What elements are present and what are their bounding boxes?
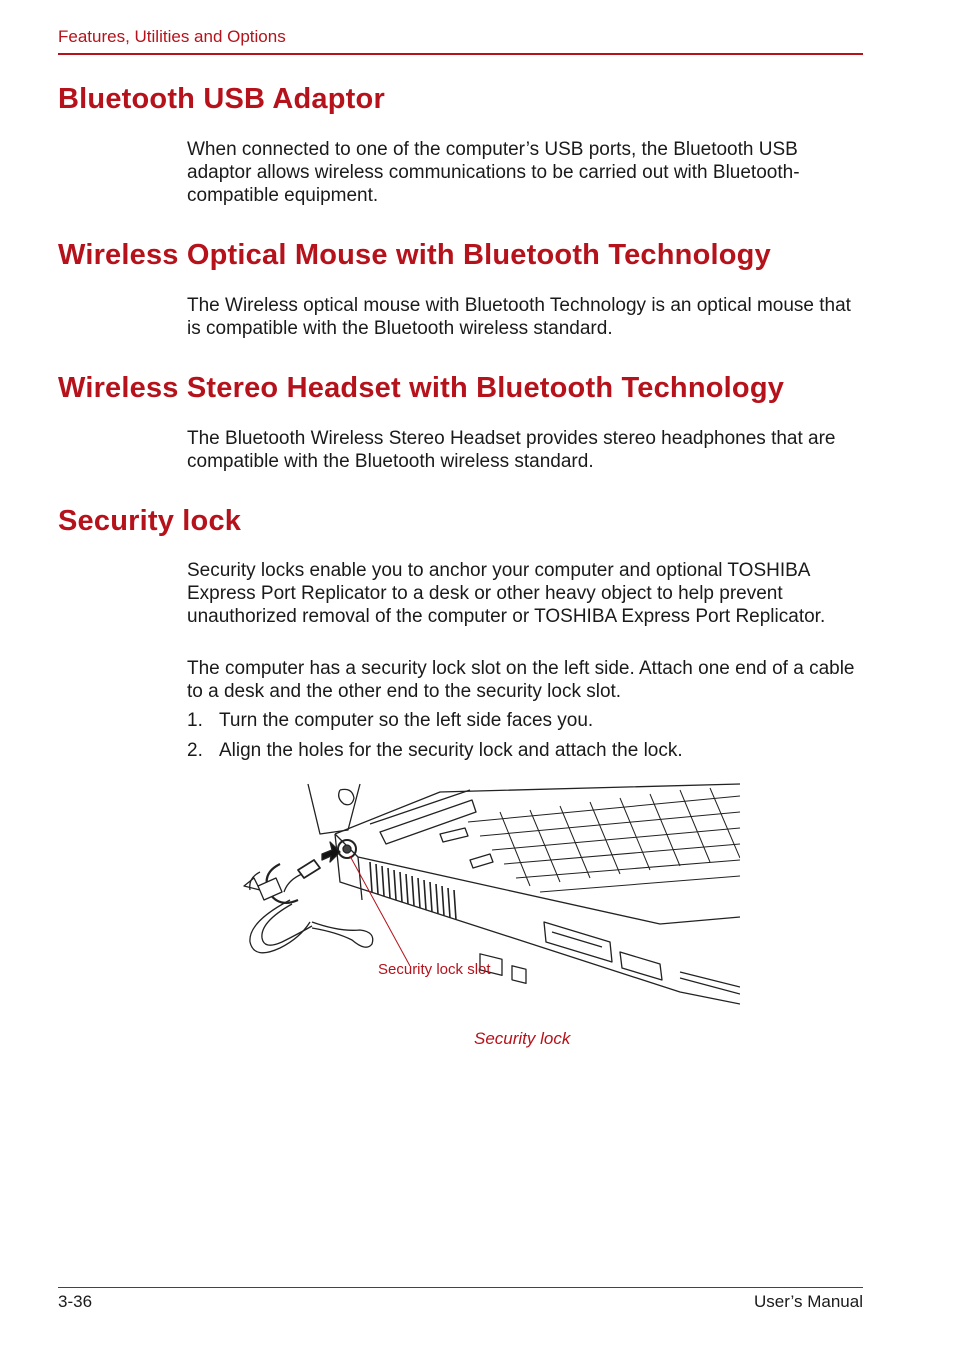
step-text: Align the holes for the security lock and attach the lock. [219,740,683,761]
manual-title: User’s Manual [754,1292,863,1311]
figure-caption: Security lock [474,1029,571,1048]
list-item [187,739,863,762]
paragraph-usb-adaptor: When connected to one of the computer’s USB ports, the Bluetooth USB adaptor allows wireless communications to be carried out with Bluetooth-compatible equipment. [187,139,800,206]
header-rule [58,53,863,55]
page-number: 3-36 [58,1292,93,1311]
paragraph-wireless-headset: The Bluetooth Wireless Stereo Headset provides stereo headphones that are compatible with the Bluetooth wireless standard. [187,428,836,472]
heading-bluetooth-usb-adaptor: Bluetooth USB Adaptor [58,83,385,115]
paragraph-security-lock-slot: The computer has a security lock slot on the left side. Attach one end of a cable to a desk and the other end to the security lock slot. [187,658,855,702]
heading-wireless-headset: Wireless Stereo Headset with Bluetooth Technology [58,372,785,404]
list-item [187,709,863,732]
paragraph-wireless-mouse: The Wireless optical mouse with Bluetooth Technology is an optical mouse that is compatible with the Bluetooth wireless standard. [187,295,851,339]
figure-label-security-lock-slot: Security lock slot [378,961,491,978]
step-number: 2. [187,740,203,761]
step-number: 1. [187,710,203,731]
footer-rule [58,1287,863,1288]
paragraph-security-lock-intro: Security locks enable you to anchor your computer and optional TOSHIBA Express Port Replicator to a desk or other heavy object to help prevent unauthorized removal of the computer or TOSHIBA Express Port Replicator. [187,560,826,627]
running-header: Features, Utilities and Options [58,27,286,46]
heading-wireless-mouse: Wireless Optical Mouse with Bluetooth Technology [58,239,771,271]
step-text: Turn the computer so the left side faces you. [219,710,594,731]
security-lock-illustration [240,782,740,1032]
heading-security-lock: Security lock [58,505,242,537]
